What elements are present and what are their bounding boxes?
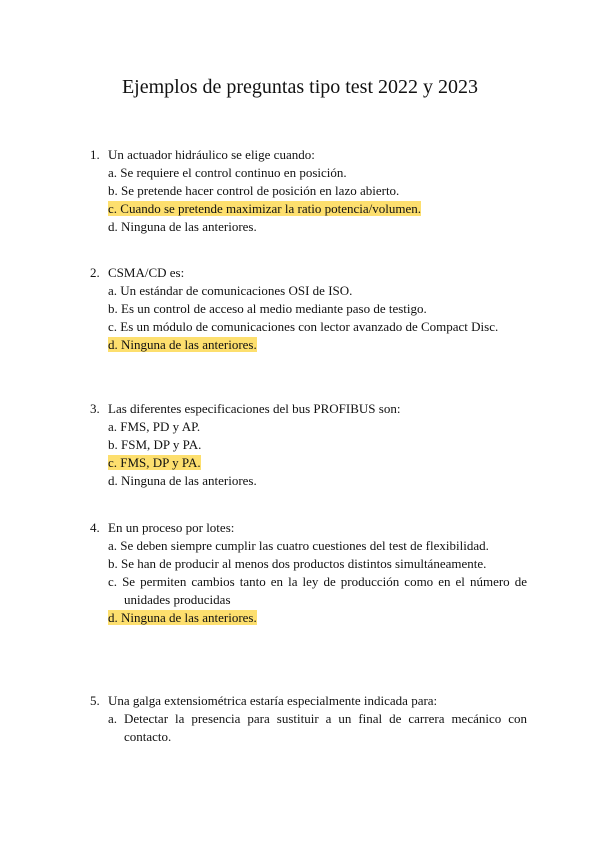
question-4: [90, 519, 527, 627]
correct-answer-highlight: c. FMS, DP y PA.: [108, 455, 201, 470]
question-number: 5.: [90, 693, 100, 708]
option-c-correct: [90, 200, 527, 218]
question-text: Las diferentes especificaciones del bus PROFIBUS son:: [108, 401, 401, 416]
option-c-correct: [90, 454, 527, 472]
question-number: 3.: [90, 401, 100, 416]
option-a: a. Se requiere el control continuo en posición.: [108, 165, 347, 180]
question-number: 1.: [90, 147, 100, 162]
question-number: 4.: [90, 520, 100, 535]
question-stem: [90, 400, 527, 418]
option-d: d. Ninguna de las anteriores.: [108, 473, 257, 488]
option-c: c. Es un módulo de comunicaciones con lector avanzado de Compact Disc.: [108, 319, 499, 334]
question-text: CSMA/CD es:: [108, 265, 185, 280]
option-a: a. Un estándar de comunicaciones OSI de ISO.: [108, 283, 353, 298]
question-stem: [90, 692, 527, 710]
option-a: a. Se deben siempre cumplir las cuatro cuestiones del test de flexibilidad.: [108, 538, 489, 553]
question-2: [90, 264, 527, 354]
correct-answer-highlight: d. Ninguna de las anteriores.: [108, 337, 257, 352]
option-c: c. Se permiten cambios tanto en la ley de producción como en el número de unidades producidas: [108, 574, 527, 607]
option-b: b. FSM, DP y PA.: [108, 437, 202, 452]
question-text: Un actuador hidráulico se elige cuando:: [108, 147, 315, 162]
option-a: a. FMS, PD y AP.: [108, 419, 201, 434]
question-text: En un proceso por lotes:: [108, 520, 235, 535]
question-stem: [90, 264, 527, 282]
option-d-correct: [90, 609, 527, 627]
question-number: 2.: [90, 265, 100, 280]
question-stem: [90, 519, 527, 537]
option-d-correct: [90, 336, 527, 354]
question-1: [90, 146, 527, 236]
option-b: b. Se han de producir al menos dos productos distintos simultáneamente.: [108, 556, 487, 571]
question-5: [90, 692, 527, 746]
correct-answer-highlight: c. Cuando se pretende maximizar la ratio potencia/volumen.: [108, 201, 421, 216]
question-stem: [90, 146, 527, 164]
correct-answer-highlight: d. Ninguna de las anteriores.: [108, 610, 257, 625]
question-3: [90, 400, 527, 490]
page-title: Ejemplos de preguntas tipo test 2022 y 2023: [121, 76, 479, 98]
option-b: b. Es un control de acceso al medio mediante paso de testigo.: [108, 301, 427, 316]
option-a: a. Detectar la presencia para sustituir a un final de carrera mecánico con contacto.: [108, 711, 527, 744]
question-text: Una galga extensiométrica estaría especialmente indicada para:: [108, 693, 438, 708]
option-d: d. Ninguna de las anteriores.: [108, 219, 257, 234]
option-b: b. Se pretende hacer control de posición en lazo abierto.: [108, 183, 400, 198]
